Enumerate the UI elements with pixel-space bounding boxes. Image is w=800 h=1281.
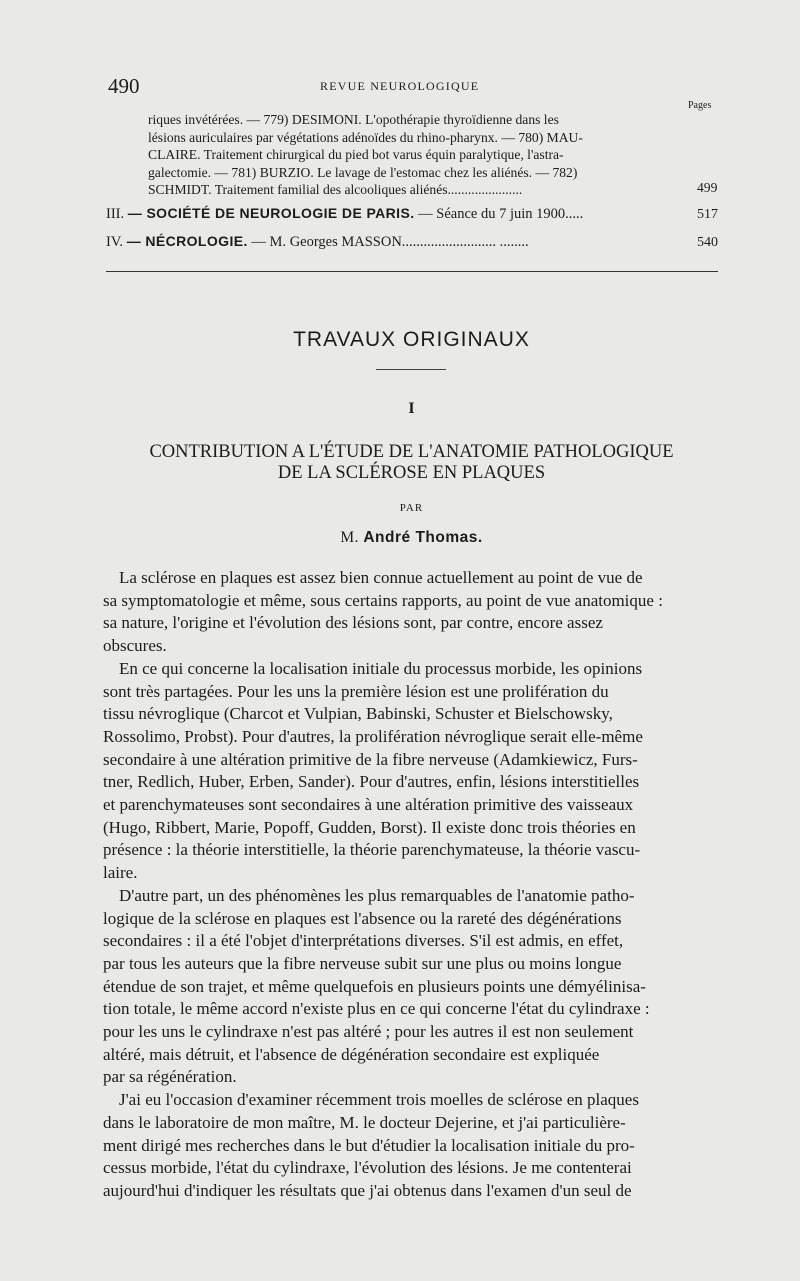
author — [0, 529, 800, 547]
body-line: obscures. — [103, 636, 167, 656]
body-line: logique de la sclérose en plaques est l'absence ou la rareté des dégénérations — [103, 908, 622, 928]
body-line: étendue de son trajet, et même quelquefois en plusieurs points une démyélinisa- — [103, 976, 646, 996]
toc-line: riques invétérées. — 779) DESIMONI. L'opothérapie thyroïdienne dans les — [148, 112, 559, 127]
toc-numeral: IV. — [106, 234, 124, 250]
body-line: et parenchymateuses sont secondaires à une altération primitive des vaisseaux — [103, 795, 634, 815]
body-line: présence : la théorie interstitielle, la théorie parenchymateuse, la théorie vascu- — [103, 840, 641, 860]
body-line: aujourd'hui d'indiquer les résultats que j'ai obtenus dans l'examen d'un seul de — [103, 1180, 632, 1200]
divider-rule — [106, 271, 718, 272]
body-line: sa nature, l'origine et l'évolution des lésions sont, par contre, encore assez — [103, 613, 603, 633]
body-line: En ce qui concerne la localisation initiale du processus morbide, les opinions — [119, 658, 643, 678]
toc-line: lésions auriculaires par végétations adénoïdes du rhino-pharynx. — 780) MAU- — [148, 129, 583, 145]
article-body — [103, 567, 719, 1203]
body-line: cessus morbide, l'état du cylindraxe, l'évolution des lésions. Je me contenterai — [103, 1158, 632, 1178]
toc-numeral: III. — [106, 206, 125, 222]
toc-page-number: 499 — [697, 180, 718, 195]
toc-section: — NÉCROLOGIE. — [126, 233, 248, 249]
body-line: Rossolimo, Probst). Pour d'autres, la prolifération névroglique serait elle-même — [103, 726, 643, 746]
body-line: dans le laboratoire de mon maître, M. le docteur Dejerine, et j'ai particulière- — [103, 1112, 626, 1132]
pages-column-label: Pages — [688, 100, 712, 111]
toc-section: — SOCIÉTÉ DE NEUROLOGIE DE PARIS. — [127, 205, 415, 221]
body-line: sa symptomatologie et même, sous certains rapports, au point de vue anatomique : — [103, 590, 663, 610]
body-line: laire. — [103, 863, 138, 883]
toc-entry-necrologie — [106, 233, 529, 251]
body-line: secondaire à une altération primitive de la fibre nerveuse (Adamkiewicz, Furs- — [103, 749, 638, 769]
section-title: TRAVAUX ORIGINAUX — [293, 328, 530, 351]
body-line: tion totale, le même accord n'existe plus en ce qui concerne l'état du cylindraxe : — [103, 999, 650, 1019]
body-line: tner, Redlich, Huber, Erben, Sander). Pour d'autres, enfin, lésions interstitielles — [103, 772, 640, 792]
article-number: I — [408, 400, 415, 417]
body-line: ment dirigé mes recherches dans le but d'étudier la localisation initiale du pro- — [103, 1135, 635, 1155]
article-title-line: DE LA SCLÉROSE EN PLAQUES — [277, 463, 546, 483]
author-prefix: M. — [340, 529, 359, 546]
toc-entry-societe — [106, 205, 583, 223]
toc-continued-entry — [148, 111, 680, 199]
running-header: REVUE NEUROLOGIQUE — [320, 79, 480, 93]
by-label: PAR — [399, 502, 424, 514]
short-divider — [376, 369, 446, 370]
toc-line: CLAIRE. Traitement chirurgical du pied bot varus équin paralytique, l'astra- — [148, 147, 564, 163]
body-line: par sa régénération. — [103, 1067, 237, 1087]
toc-page-number: 540 — [697, 235, 718, 250]
body-line: sont très partagées. Pour les uns la première lésion est une prolifération du — [103, 681, 609, 701]
body-line: D'autre part, un des phénomènes les plus remarquables de l'anatomie patho- — [119, 885, 635, 905]
toc-line: galectomie. — 781) BURZIO. Le lavage de l'estomac chez les aliénés. — 782) — [148, 164, 578, 180]
page-number: 490 — [108, 74, 140, 98]
body-line: par tous les auteurs que la fibre nerveuse subit sur une plus ou moins longue — [103, 953, 622, 973]
body-line: (Hugo, Ribbert, Marie, Popoff, Gudden, Borst). Il existe donc trois théories en — [103, 817, 636, 837]
body-line: tissu névroglique (Charcot et Vulpian, Babinski, Schuster et Bielschowsky, — [103, 704, 613, 724]
body-line: J'ai eu l'occasion d'examiner récemment trois moelles de sclérose en plaques — [119, 1090, 639, 1110]
body-line: La sclérose en plaques est assez bien connue actuellement au point de vue de — [119, 568, 643, 587]
author-name: André Thomas. — [363, 529, 483, 546]
body-line: altéré, mais détruit, et l'absence de dégénération secondaire est expliquée — [103, 1044, 600, 1064]
toc-detail: — Séance du 7 juin 1900..... — [418, 206, 584, 222]
toc-line: SCHMIDT. Traitement familial des alcooliques aliénés...................... — [148, 182, 523, 198]
toc-page-number: 517 — [697, 207, 718, 222]
toc-detail: — M. Georges MASSON.......................... ........ — [251, 234, 529, 250]
article-title-line: CONTRIBUTION A L'ÉTUDE DE L'ANATOMIE PATHOLOGIQUE — [149, 442, 674, 462]
article-title — [0, 442, 800, 484]
body-line: pour les uns le cylindraxe n'est pas altéré ; pour les autres il est non seulement — [103, 1022, 634, 1042]
body-line: secondaires : il a été l'objet d'interprétations diverses. S'il est admis, en effet, — [103, 931, 624, 951]
